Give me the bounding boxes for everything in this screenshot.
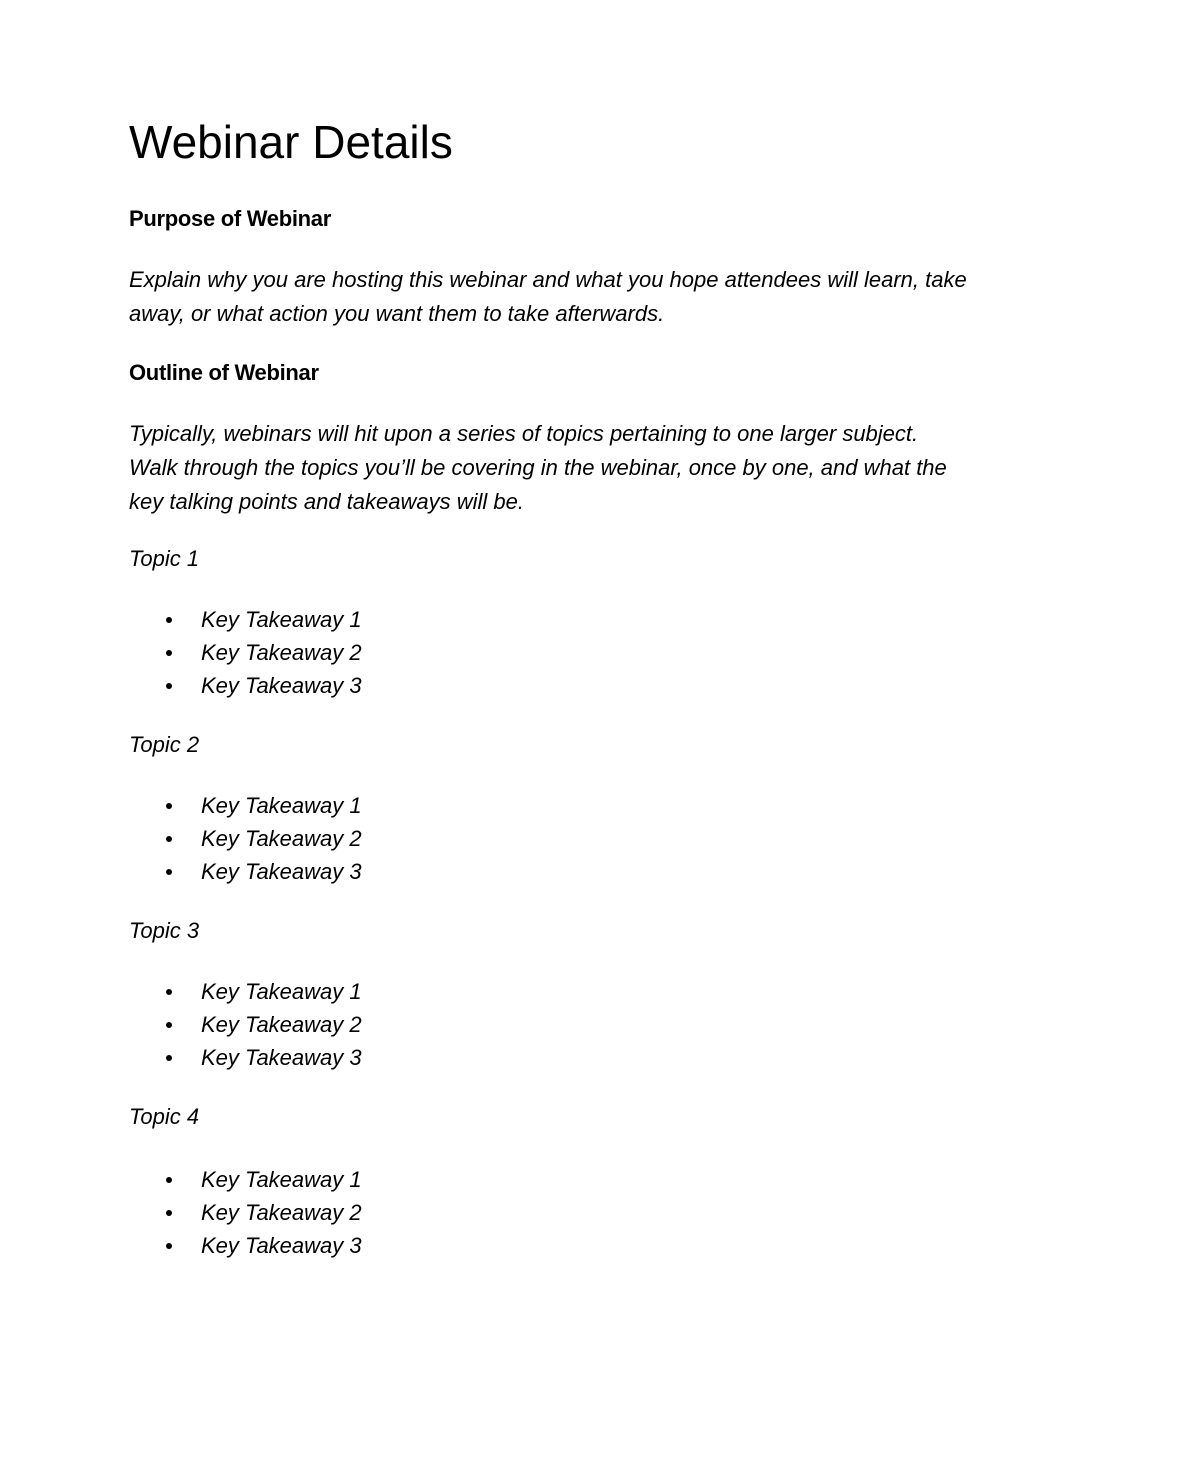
outline-line: Walk through the topics you’ll be covering in the webinar, once by one, and what the bbox=[129, 455, 947, 480]
bullet-icon bbox=[166, 650, 172, 656]
takeaway-text: Key Takeaway 1 bbox=[201, 979, 362, 1004]
takeaway-text: Key Takeaway 3 bbox=[201, 1233, 362, 1258]
bullet-icon bbox=[166, 1210, 172, 1216]
page-title: Webinar Details bbox=[129, 116, 453, 168]
outline-heading: Outline of Webinar bbox=[129, 360, 319, 385]
takeaway-text: Key Takeaway 2 bbox=[201, 1012, 362, 1037]
bullet-icon bbox=[166, 1243, 172, 1249]
takeaway-text: Key Takeaway 1 bbox=[201, 607, 362, 632]
takeaway-text: Key Takeaway 1 bbox=[201, 793, 362, 818]
topic-label: Topic 4 bbox=[129, 1104, 200, 1129]
takeaway-text: Key Takeaway 3 bbox=[201, 859, 362, 884]
purpose-paragraph bbox=[129, 263, 1069, 331]
bullet-icon bbox=[166, 1055, 172, 1061]
outline-line: key talking points and takeaways will be. bbox=[129, 489, 524, 514]
purpose-heading: Purpose of Webinar bbox=[129, 206, 331, 231]
purpose-line: Explain why you are hosting this webinar and what you hope attendees will learn, take bbox=[129, 267, 967, 292]
takeaway-text: Key Takeaway 3 bbox=[201, 1045, 362, 1070]
bullet-icon bbox=[166, 836, 172, 842]
topic-label: Topic 3 bbox=[129, 918, 200, 943]
outline-paragraph bbox=[129, 417, 1069, 519]
bullet-icon bbox=[166, 803, 172, 809]
bullet-icon bbox=[166, 989, 172, 995]
bullet-icon bbox=[166, 1177, 172, 1183]
takeaway-text: Key Takeaway 2 bbox=[201, 826, 362, 851]
topic-label: Topic 2 bbox=[129, 732, 200, 757]
outline-line: Typically, webinars will hit upon a series of topics pertaining to one larger subject. bbox=[129, 421, 919, 446]
takeaway-text: Key Takeaway 2 bbox=[201, 640, 362, 665]
topic-label: Topic 1 bbox=[129, 546, 200, 571]
bullet-icon bbox=[166, 869, 172, 875]
takeaway-text: Key Takeaway 3 bbox=[201, 673, 362, 698]
takeaway-text: Key Takeaway 1 bbox=[201, 1167, 362, 1192]
bullet-icon bbox=[166, 1022, 172, 1028]
takeaway-text: Key Takeaway 2 bbox=[201, 1200, 362, 1225]
bullet-icon bbox=[166, 683, 172, 689]
purpose-line: away, or what action you want them to take afterwards. bbox=[129, 301, 665, 326]
bullet-icon bbox=[166, 617, 172, 623]
